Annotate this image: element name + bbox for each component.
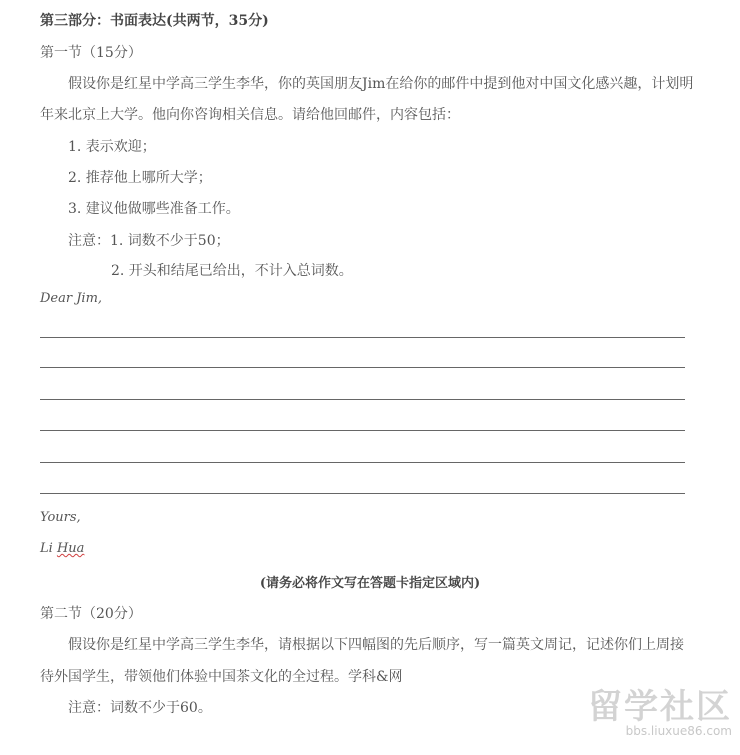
section1-note-line2: 2. 开头和结尾已给出，不计入总词数。 [111, 263, 353, 279]
part3-heading: 第三部分：书面表达(共两节，35分) [40, 13, 269, 29]
letter-greeting: Dear Jim, [40, 291, 103, 306]
watermark-logo-text: 留学社区 [588, 687, 732, 727]
section2-heading: 第二节（20分） [40, 606, 142, 622]
section1-item-3: 3. 建议他做哪些准备工作。 [68, 201, 240, 217]
writing-line-4 [40, 430, 685, 431]
writing-line-1 [40, 337, 685, 338]
section2-note: 注意：词数不少于60。 [68, 700, 212, 716]
section2-prompt-line2: 待外国学生，带领他们体验中国茶文化的全过程。学科&网 [40, 669, 403, 685]
writing-line-6 [40, 493, 685, 494]
letter-signature [40, 541, 84, 556]
section2-prompt-line1: 假设你是红星中学高三学生李华，请根据以下四幅图的先后顺序，写一篇英文周记，记述你们上周接 [68, 637, 684, 653]
section1-prompt-line2: 年来北京上大学。他向你咨询相关信息。请给他回邮件，内容包括： [40, 107, 460, 123]
signature-last-name: Hua [56, 541, 85, 556]
writing-line-5 [40, 462, 685, 463]
watermark-url: bbs.liuxue86.com [625, 724, 732, 738]
section1-note-line1: 注意：1. 词数不少于50； [68, 233, 230, 249]
letter-closing: Yours, [40, 510, 81, 525]
site-watermark [562, 679, 732, 741]
writing-line-2 [40, 367, 685, 368]
writing-line-3 [40, 399, 685, 400]
signature-first-name: Li [40, 541, 57, 556]
section1-item-2: 2. 推荐他上哪所大学； [68, 170, 212, 186]
answer-card-note: (请务必将作文写在答题卡指定区域内) [259, 576, 481, 591]
section1-item-1: 1. 表示欢迎； [68, 139, 156, 155]
section1-heading: 第一节（15分） [40, 45, 142, 61]
section1-prompt-line1: 假设你是红星中学高三学生李华，你的英国朋友Jim在给你的邮件中提到他对中国文化感兴趣，计划明 [68, 76, 694, 92]
